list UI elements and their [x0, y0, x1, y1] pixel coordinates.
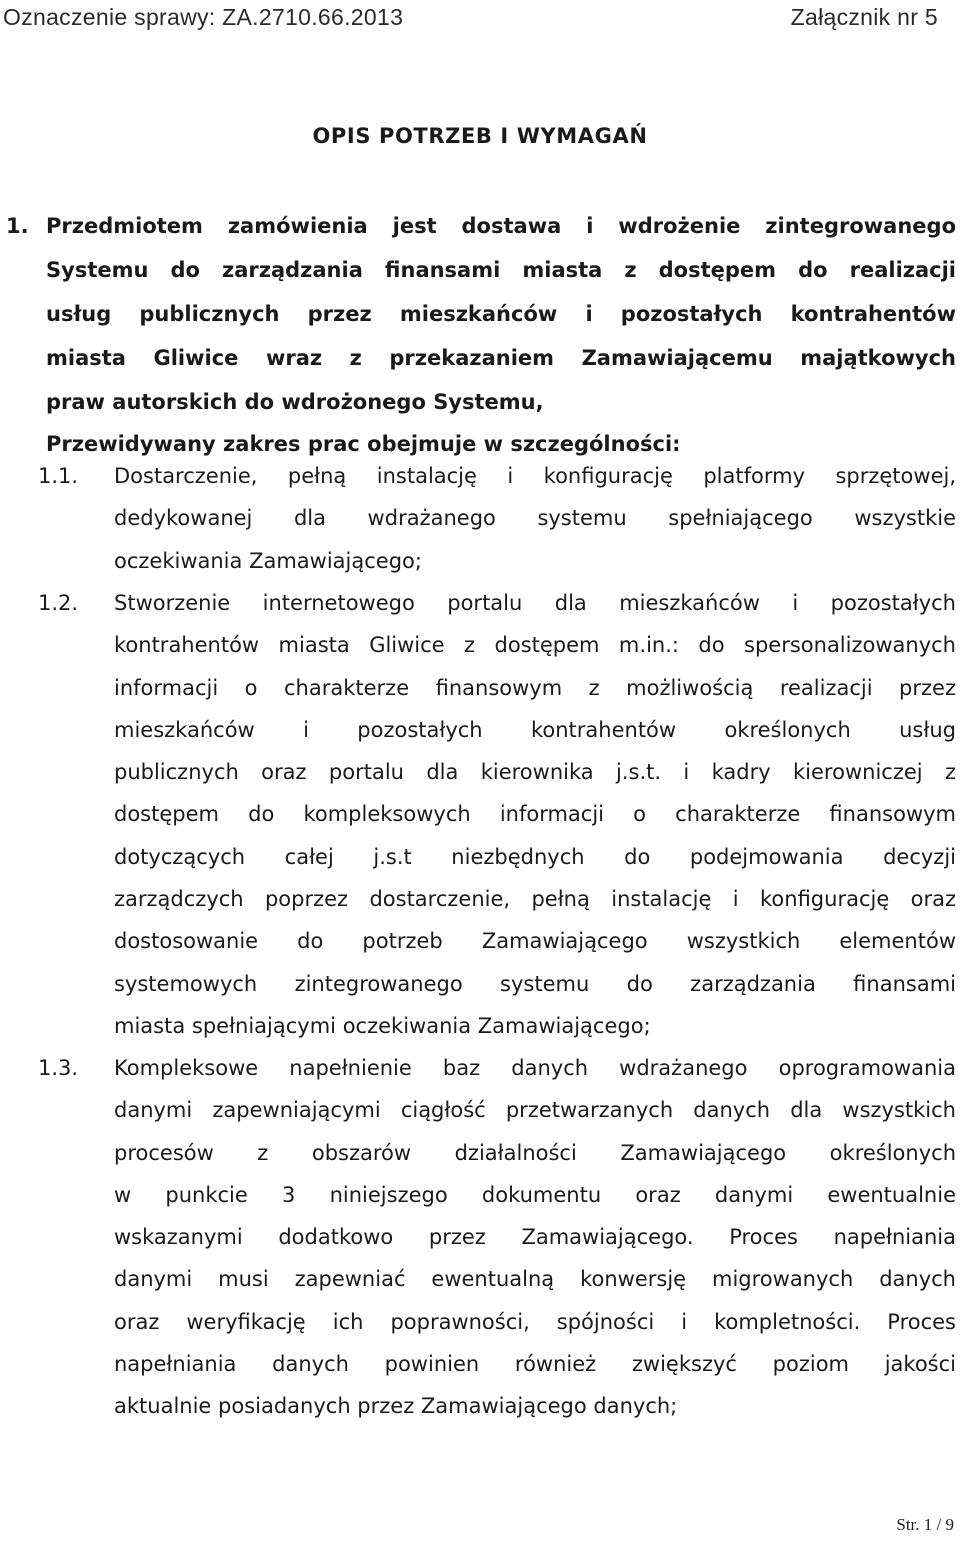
item-line: Dostarczenie, pełną instalację i konfigurację platformy sprzętowej,: [114, 464, 956, 488]
item-text: [114, 582, 956, 1047]
item-line: Kompleksowe napełnienie baz danych wdrażanego oprogramowania: [114, 1056, 956, 1080]
item-line: dostosowanie do potrzeb Zamawiającego wszystkich elementów: [114, 929, 956, 954]
item-text: [114, 1047, 956, 1428]
section-1-line: praw autorskich do wdrożonego Systemu,: [46, 390, 544, 414]
item-number: 1.2.: [38, 591, 79, 615]
attachment-label: Załącznik nr 5: [790, 4, 938, 30]
item-line: mieszkańców i pozostałych kontrahentów określonych usług: [114, 717, 956, 742]
item-line: napełniania danych powinien również zwiększyć poziom jakości: [114, 1352, 956, 1377]
case-number: Oznaczenie sprawy: ZA.2710.66.2013: [3, 4, 404, 30]
section-1-text: [46, 204, 956, 424]
item-line: dotyczących całej j.s.t niezbędnych do podejmowania decyzji: [114, 844, 956, 869]
section-1-line: Systemu do zarządzania finansami miasta z dostępem do realizacji: [46, 258, 956, 282]
item-number: 1.3.: [38, 1056, 79, 1080]
item-line: oraz weryfikację ich poprawności, spójności i kompletności. Proces: [114, 1309, 956, 1334]
section-1-number: 1.: [6, 214, 29, 238]
item-line: dedykowanej dla wdrażanego systemu spełniającego wszystkie: [114, 506, 956, 531]
item-line: miasta spełniającymi oczekiwania Zamawiającego;: [114, 1013, 651, 1038]
item-line: aktualnie posiadanych przez Zamawiającego danych;: [114, 1394, 678, 1419]
section-1-line: Przedmiotem zamówienia jest dostawa i wdrożenie zintegrowanego: [46, 214, 956, 238]
item-line: Stworzenie internetowego portalu dla mieszkańców i pozostałych: [114, 591, 956, 615]
item-line: publicznych oraz portalu dla kierownika j.s.t. i kadry kierowniczej z: [114, 760, 956, 785]
item-line: danymi zapewniającymi ciągłość przetwarzanych danych dla wszystkich: [114, 1098, 956, 1123]
item-number: 1.1.: [38, 464, 79, 488]
item-line: wskazanymi dodatkowo przez Zamawiającego. Proces napełniania: [114, 1225, 956, 1250]
item-line: w punkcie 3 niniejszego dokumentu oraz danymi ewentualnie: [114, 1182, 956, 1207]
item-line: kontrahentów miasta Gliwice z dostępem m.in.: do spersonalizowanych: [114, 633, 956, 658]
item-line: danymi musi zapewniać ewentualną konwersję migrowanych danych: [114, 1267, 956, 1292]
page-header: [0, 0, 960, 40]
section-1-subheading: Przewidywany zakres prac obejmuje w szczególności:: [46, 432, 681, 456]
item-line: oczekiwania Zamawiającego;: [114, 548, 422, 573]
item-line: systemowych zintegrowanego systemu do zarządzania finansami: [114, 971, 956, 996]
document-title: OPIS POTRZEB I WYMAGAŃ: [312, 124, 648, 148]
item-line: procesów z obszarów działalności Zamawiającego określonych: [114, 1140, 956, 1165]
page-number: Str. 1 / 9: [896, 1515, 954, 1534]
item-line: dostępem do kompleksowych informacji o charakterze finansowym: [114, 802, 956, 827]
item-line: informacji o charakterze finansowym z możliwością realizacji przez: [114, 675, 956, 700]
item-line: zarządczych poprzez dostarczenie, pełną instalację i konfigurację oraz: [114, 887, 956, 912]
section-1-line: miasta Gliwice wraz z przekazaniem Zamawiającemu majątkowych: [46, 346, 956, 370]
section-1-line: usług publicznych przez mieszkańców i pozostałych kontrahentów: [46, 302, 956, 326]
item-text: [114, 455, 956, 582]
